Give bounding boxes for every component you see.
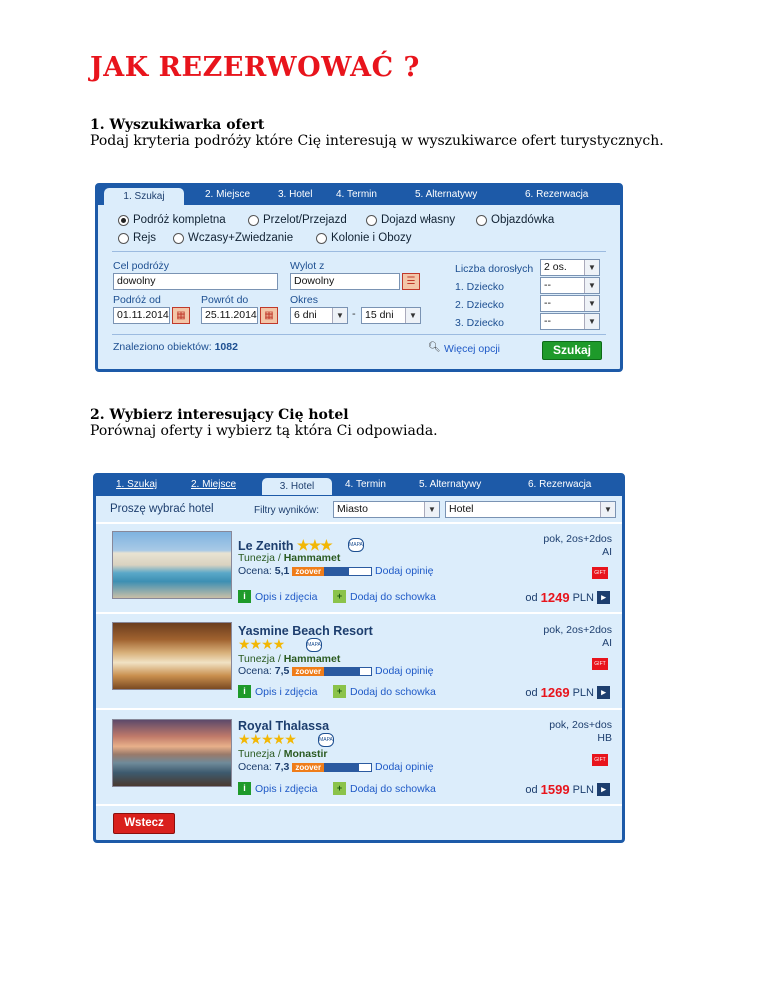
star-rating-icon: ★★★★★ xyxy=(238,731,296,747)
radio-icon xyxy=(118,233,129,244)
period-dash: - xyxy=(352,308,356,320)
period-from-select[interactable]: 6 dni ▼ xyxy=(290,307,348,324)
magnifier-icon: 🔍︎ xyxy=(428,342,441,353)
hotel-location: Tunezja / Hammamet xyxy=(238,552,341,564)
chevron-down-icon: ▼ xyxy=(424,502,439,517)
zoover-logo-icon: zoover xyxy=(292,763,324,772)
hotel-name[interactable]: Yasmine Beach Resort xyxy=(238,624,373,638)
chevron-down-icon: ▼ xyxy=(405,308,420,323)
hotel-photo-royal-thalassa[interactable] xyxy=(112,719,232,787)
radio-icon xyxy=(248,215,259,226)
hotel-rating: Ocena: 7,5 zoover Dodaj opinię xyxy=(238,665,434,677)
tab-rezerwacja[interactable]: 6. Rezerwacja xyxy=(528,479,592,490)
gift-icon: GIFT xyxy=(592,754,608,766)
plus-icon: + xyxy=(333,590,346,603)
divider xyxy=(96,522,622,524)
page-title: JAK REZERWOWAĆ ? xyxy=(90,52,420,83)
chevron-down-icon: ▼ xyxy=(332,308,347,323)
board-type: AI xyxy=(602,546,612,558)
calendar-icon[interactable]: ▦ xyxy=(172,307,190,324)
date-to-label: Powrót do xyxy=(201,294,249,306)
info-icon: i xyxy=(238,590,251,603)
room-type: pok, 2os+dos xyxy=(549,719,612,731)
divider xyxy=(96,708,622,710)
tab-szukaj[interactable]: 1. Szukaj xyxy=(104,188,184,205)
choose-hotel-label: Proszę wybrać hotel xyxy=(110,503,214,515)
add-to-cart-link[interactable]: + Dodaj do schowka xyxy=(333,590,436,603)
chevron-down-icon: ▼ xyxy=(584,296,599,311)
step2-text: Porównaj oferty i wybierz tą która Ci odpowiada. xyxy=(90,423,438,439)
radio-icon xyxy=(366,215,377,226)
price[interactable]: od 1249 PLN ▸ xyxy=(525,590,610,605)
hotel-photo-le-zenith[interactable] xyxy=(112,531,232,599)
zoover-logo-icon: zoover xyxy=(292,567,324,576)
hotel-location: Tunezja / Hammamet xyxy=(238,653,341,665)
divider xyxy=(96,804,622,806)
chevron-down-icon: ▼ xyxy=(600,502,615,517)
hotel-location: Tunezja / Monastir xyxy=(238,748,328,760)
child1-label: 1. Dziecko xyxy=(455,281,505,293)
star-rating-icon: ★★★ xyxy=(297,537,332,553)
info-link[interactable]: i Opis i zdjęcia xyxy=(238,782,317,795)
back-button[interactable]: Wstecz xyxy=(113,813,175,834)
step1-heading: 1. Wyszukiwarka ofert xyxy=(90,117,265,133)
arrow-right-icon[interactable]: ▸ xyxy=(597,686,610,699)
info-link[interactable]: i Opis i zdjęcia xyxy=(238,590,317,603)
add-review-link[interactable]: Dodaj opinię xyxy=(375,761,434,773)
child3-label: 3. Dziecko xyxy=(455,317,505,329)
date-from-input[interactable]: 01.11.2014 xyxy=(113,307,170,324)
zoover-logo-icon: zoover xyxy=(292,667,324,676)
rating-bar xyxy=(324,667,372,676)
hotel-name[interactable]: Le Zenith ★★★ xyxy=(238,537,332,553)
hotels-panel xyxy=(93,473,625,843)
calendar-icon[interactable]: ▦ xyxy=(260,307,278,324)
radio-selected-icon xyxy=(118,215,129,226)
step1-text: Podaj kryteria podróży które Cię interesują w wyszukiwarce ofert turystycznych. xyxy=(90,133,664,149)
tab-termin[interactable]: 4. Termin xyxy=(336,189,377,200)
star-rating-icon: ★★★★ xyxy=(238,636,285,652)
hotel-rating: Ocena: 5,1 zoover Dodaj opinię xyxy=(238,565,434,577)
child1-select[interactable]: -- ▼ xyxy=(540,277,600,294)
hotel-filter-select[interactable]: Hotel ▼ xyxy=(445,501,616,518)
rating-bar xyxy=(324,763,372,772)
add-to-cart-link[interactable]: + Dodaj do schowka xyxy=(333,685,436,698)
divider xyxy=(96,612,622,614)
tab-rezerwacja[interactable]: 6. Rezerwacja xyxy=(525,189,589,200)
tab-hotel[interactable]: 3. Hotel xyxy=(278,189,313,200)
tab-alternatywy[interactable]: 5. Alternatywy xyxy=(415,189,478,200)
board-type: AI xyxy=(602,637,612,649)
add-review-link[interactable]: Dodaj opinię xyxy=(375,665,434,677)
radio-kolonie[interactable]: Kolonie i Obozy xyxy=(316,232,412,244)
map-icon[interactable]: MAPA xyxy=(306,638,322,652)
map-icon[interactable]: MAPA xyxy=(348,538,364,552)
tab-termin[interactable]: 4. Termin xyxy=(345,479,386,490)
child2-select[interactable]: -- ▼ xyxy=(540,295,600,312)
date-to-input[interactable]: 25.11.2014 xyxy=(201,307,258,324)
period-label: Okres xyxy=(290,294,319,306)
divider xyxy=(112,334,606,335)
plus-icon: + xyxy=(333,782,346,795)
child3-select[interactable]: -- ▼ xyxy=(540,313,600,330)
departure-label: Wylot z xyxy=(290,260,325,272)
hotel-rating: Ocena: 7,3 zoover Dodaj opinię xyxy=(238,761,434,773)
period-to-select[interactable]: 15 dni ▼ xyxy=(361,307,421,324)
adults-label: Liczba dorosłych xyxy=(455,263,534,275)
found-count: Znaleziono obiektów: 1082 xyxy=(113,341,238,353)
city-filter-select[interactable]: Miasto ▼ xyxy=(333,501,440,518)
tab-miejsce[interactable]: 2. Miejsce xyxy=(191,479,237,490)
price[interactable]: od 1269 PLN ▸ xyxy=(525,685,610,700)
radio-icon xyxy=(476,215,487,226)
add-to-cart-link[interactable]: + Dodaj do schowka xyxy=(333,782,436,795)
search-button[interactable]: Szukaj xyxy=(542,341,602,360)
hotel-photo-yasmine-beach[interactable] xyxy=(112,622,232,690)
child2-label: 2. Dziecko xyxy=(455,299,505,311)
adults-select[interactable]: 2 os. ▼ xyxy=(540,259,600,276)
hotels-tabbar xyxy=(96,476,622,496)
step2-heading: 2. Wybierz interesujący Cię hotel xyxy=(90,407,349,423)
radio-objazdowka[interactable]: Objazdówka xyxy=(476,214,554,226)
search-tabbar xyxy=(98,186,620,205)
room-type: pok, 2os+2dos xyxy=(543,533,612,545)
hotel-name[interactable]: Royal Thalassa xyxy=(238,719,330,733)
room-type: pok, 2os+2dos xyxy=(543,624,612,636)
list-icon[interactable]: ☰ xyxy=(402,273,420,290)
tab-szukaj[interactable]: 1. Szukaj xyxy=(116,479,158,490)
map-icon[interactable]: MAPA xyxy=(318,733,334,747)
radio-rejs[interactable]: Rejs xyxy=(118,232,156,244)
radio-dojazd-wlasny[interactable]: Dojazd własny xyxy=(366,214,455,226)
info-link[interactable]: i Opis i zdjęcia xyxy=(238,685,317,698)
add-review-link[interactable]: Dodaj opinię xyxy=(375,565,434,577)
board-type: HB xyxy=(597,732,612,744)
tab-miejsce[interactable]: 2. Miejsce xyxy=(205,189,251,200)
tab-alternatywy[interactable]: 5. Alternatywy xyxy=(419,479,482,490)
info-icon: i xyxy=(238,782,251,795)
radio-podroz-kompletna[interactable]: Podróż kompletna xyxy=(118,214,226,226)
plus-icon: + xyxy=(333,685,346,698)
gift-icon: GIFT xyxy=(592,567,608,579)
departure-input[interactable]: Dowolny xyxy=(290,273,400,290)
arrow-right-icon[interactable]: ▸ xyxy=(597,783,610,796)
chevron-down-icon: ▼ xyxy=(584,278,599,293)
info-icon: i xyxy=(238,685,251,698)
arrow-right-icon[interactable]: ▸ xyxy=(597,591,610,604)
chevron-down-icon: ▼ xyxy=(584,314,599,329)
filter-label: Filtry wyników: xyxy=(254,505,320,516)
radio-icon xyxy=(316,233,327,244)
rating-bar xyxy=(324,567,372,576)
tab-hotel[interactable]: 3. Hotel xyxy=(262,478,332,495)
search-panel xyxy=(95,183,623,372)
destination-input[interactable]: dowolny xyxy=(113,273,278,290)
radio-icon xyxy=(173,233,184,244)
destination-label: Cel podróży xyxy=(113,260,170,272)
chevron-down-icon: ▼ xyxy=(584,260,599,275)
radio-wczasy[interactable]: Wczasy+Zwiedzanie xyxy=(173,232,293,244)
date-from-label: Podróż od xyxy=(113,294,161,306)
price[interactable]: od 1599 PLN ▸ xyxy=(525,782,610,797)
divider xyxy=(112,251,606,252)
more-options-link[interactable]: Więcej opcji xyxy=(444,343,501,355)
gift-icon: GIFT xyxy=(592,658,608,670)
radio-przelot[interactable]: Przelot/Przejazd xyxy=(248,214,347,226)
